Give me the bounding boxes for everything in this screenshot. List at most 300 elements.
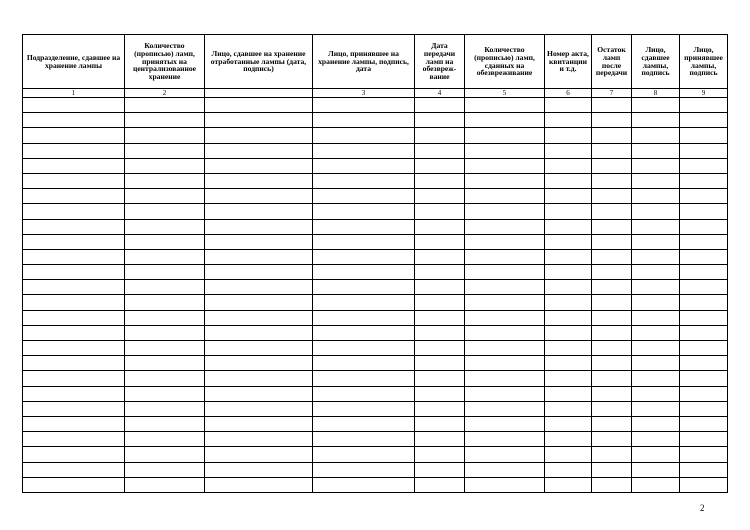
table-cell[interactable] bbox=[592, 113, 632, 128]
table-cell[interactable] bbox=[592, 325, 632, 340]
table-cell[interactable] bbox=[313, 371, 415, 386]
table-cell[interactable] bbox=[313, 265, 415, 280]
table-row bbox=[23, 477, 728, 492]
col-header-department: Подразделение, сдавшее на хранение лампы bbox=[23, 35, 125, 89]
table-cell[interactable] bbox=[680, 113, 728, 128]
table-row bbox=[23, 128, 728, 143]
table-cell[interactable] bbox=[680, 401, 728, 416]
table-cell[interactable] bbox=[465, 204, 545, 219]
table-cell[interactable] bbox=[592, 234, 632, 249]
table-cell[interactable] bbox=[592, 386, 632, 401]
table-row bbox=[23, 341, 728, 356]
table-cell[interactable] bbox=[205, 310, 313, 325]
table-cell[interactable] bbox=[592, 219, 632, 234]
table-row bbox=[23, 189, 728, 204]
table-cell[interactable] bbox=[465, 189, 545, 204]
column-number: 3 bbox=[313, 89, 415, 98]
table-row bbox=[23, 280, 728, 295]
table-cell[interactable] bbox=[205, 432, 313, 447]
table-cell[interactable] bbox=[592, 416, 632, 431]
table-cell[interactable] bbox=[680, 310, 728, 325]
table-cell[interactable] bbox=[632, 477, 680, 492]
table-cell[interactable] bbox=[592, 280, 632, 295]
table-cell[interactable] bbox=[313, 356, 415, 371]
table-cell[interactable] bbox=[313, 113, 415, 128]
table-cell[interactable] bbox=[313, 249, 415, 264]
table-cell[interactable] bbox=[545, 295, 592, 310]
table-cell[interactable] bbox=[415, 280, 465, 295]
table-cell[interactable] bbox=[545, 128, 592, 143]
table-cell[interactable] bbox=[313, 143, 415, 158]
table-cell[interactable] bbox=[205, 189, 313, 204]
table-cell[interactable] bbox=[415, 204, 465, 219]
table-cell[interactable] bbox=[632, 219, 680, 234]
table-cell[interactable] bbox=[23, 386, 125, 401]
col-header-qty-received: Количество (прописью) ламп, принятых на централизованное хранение bbox=[125, 35, 205, 89]
table-cell[interactable] bbox=[125, 310, 205, 325]
table-cell[interactable] bbox=[125, 341, 205, 356]
table-cell[interactable] bbox=[680, 416, 728, 431]
table-row bbox=[23, 98, 728, 113]
table-cell[interactable] bbox=[632, 462, 680, 477]
table-cell[interactable] bbox=[23, 310, 125, 325]
table-cell[interactable] bbox=[205, 386, 313, 401]
table-cell[interactable] bbox=[465, 143, 545, 158]
table-cell[interactable] bbox=[545, 158, 592, 173]
table-cell[interactable] bbox=[465, 249, 545, 264]
table-cell[interactable] bbox=[415, 173, 465, 188]
table-cell[interactable] bbox=[125, 265, 205, 280]
table-cell[interactable] bbox=[465, 416, 545, 431]
table-cell[interactable] bbox=[313, 295, 415, 310]
table-cell[interactable] bbox=[125, 219, 205, 234]
table-cell[interactable] bbox=[680, 280, 728, 295]
table-cell[interactable] bbox=[125, 204, 205, 219]
table-cell[interactable] bbox=[465, 173, 545, 188]
table-cell[interactable] bbox=[415, 219, 465, 234]
table-cell[interactable] bbox=[632, 113, 680, 128]
table-cell[interactable] bbox=[415, 356, 465, 371]
table-cell[interactable] bbox=[23, 189, 125, 204]
table-cell[interactable] bbox=[680, 371, 728, 386]
column-number: 5 bbox=[465, 89, 545, 98]
table-cell[interactable] bbox=[465, 386, 545, 401]
table-cell[interactable] bbox=[23, 98, 125, 113]
table-cell[interactable] bbox=[205, 249, 313, 264]
table-cell[interactable] bbox=[23, 356, 125, 371]
table-cell[interactable] bbox=[313, 280, 415, 295]
table-cell[interactable] bbox=[415, 265, 465, 280]
table-cell[interactable] bbox=[313, 98, 415, 113]
col-header-act-number: Номер акта, квитанции и т.д. bbox=[545, 35, 592, 89]
table-cell[interactable] bbox=[205, 234, 313, 249]
table-cell[interactable] bbox=[632, 310, 680, 325]
col-header-person-took: Лицо, принявшее лампы, подпись bbox=[680, 35, 728, 89]
table-cell[interactable] bbox=[592, 98, 632, 113]
table-cell[interactable] bbox=[313, 219, 415, 234]
table-cell[interactable] bbox=[125, 295, 205, 310]
table-cell[interactable] bbox=[592, 189, 632, 204]
table-cell[interactable] bbox=[545, 189, 592, 204]
table-row bbox=[23, 432, 728, 447]
table-cell[interactable] bbox=[545, 113, 592, 128]
table-cell[interactable] bbox=[680, 432, 728, 447]
table-cell[interactable] bbox=[125, 401, 205, 416]
table-cell[interactable] bbox=[313, 386, 415, 401]
table-cell[interactable] bbox=[125, 325, 205, 340]
table-cell[interactable] bbox=[23, 462, 125, 477]
table-cell[interactable] bbox=[545, 219, 592, 234]
table-row bbox=[23, 173, 728, 188]
table-row bbox=[23, 265, 728, 280]
table-cell[interactable] bbox=[545, 462, 592, 477]
table-cell[interactable] bbox=[23, 173, 125, 188]
table-cell[interactable] bbox=[125, 416, 205, 431]
table-cell[interactable] bbox=[415, 143, 465, 158]
table-cell[interactable] bbox=[545, 356, 592, 371]
table-cell[interactable] bbox=[632, 356, 680, 371]
table-cell[interactable] bbox=[465, 371, 545, 386]
table-cell[interactable] bbox=[465, 295, 545, 310]
column-number: 2 bbox=[125, 89, 205, 98]
table-cell[interactable] bbox=[313, 189, 415, 204]
table-cell[interactable] bbox=[313, 173, 415, 188]
table-cell[interactable] bbox=[313, 158, 415, 173]
table-cell[interactable] bbox=[205, 265, 313, 280]
table-cell[interactable] bbox=[545, 98, 592, 113]
table-cell[interactable] bbox=[313, 128, 415, 143]
table-cell[interactable] bbox=[465, 219, 545, 234]
col-header-person-accepted: Лицо, принявшее на хранение лампы, подпись, дата bbox=[313, 35, 415, 89]
table-cell[interactable] bbox=[592, 295, 632, 310]
table-cell[interactable] bbox=[592, 158, 632, 173]
table-row bbox=[23, 325, 728, 340]
table-cell[interactable] bbox=[205, 158, 313, 173]
table-cell[interactable] bbox=[465, 113, 545, 128]
table-cell[interactable] bbox=[23, 325, 125, 340]
table-cell[interactable] bbox=[592, 249, 632, 264]
table-cell[interactable] bbox=[545, 432, 592, 447]
table-row bbox=[23, 401, 728, 416]
table-row bbox=[23, 371, 728, 386]
table-cell[interactable] bbox=[680, 128, 728, 143]
column-number: 7 bbox=[592, 89, 632, 98]
table-cell[interactable] bbox=[465, 462, 545, 477]
table-cell[interactable] bbox=[680, 341, 728, 356]
table-cell[interactable] bbox=[680, 204, 728, 219]
table-cell[interactable] bbox=[125, 371, 205, 386]
table-cell[interactable] bbox=[632, 341, 680, 356]
table-cell[interactable] bbox=[205, 447, 313, 462]
header-row bbox=[23, 35, 728, 89]
table-cell[interactable] bbox=[313, 462, 415, 477]
table-cell[interactable] bbox=[632, 189, 680, 204]
table-cell[interactable] bbox=[23, 234, 125, 249]
table-cell[interactable] bbox=[632, 280, 680, 295]
table-cell[interactable] bbox=[632, 401, 680, 416]
column-number: 9 bbox=[680, 89, 728, 98]
table-cell[interactable] bbox=[415, 113, 465, 128]
column-number: 4 bbox=[415, 89, 465, 98]
table-cell[interactable] bbox=[313, 310, 415, 325]
col-header-person-submitted: Лицо, сдавшее на хранение отработанные лампы (дата, подпись) bbox=[205, 35, 313, 89]
table-cell[interactable] bbox=[592, 371, 632, 386]
table-cell[interactable] bbox=[415, 295, 465, 310]
table-cell[interactable] bbox=[632, 143, 680, 158]
table-cell[interactable] bbox=[680, 295, 728, 310]
table-cell[interactable] bbox=[205, 113, 313, 128]
table-cell[interactable] bbox=[415, 401, 465, 416]
table-cell[interactable] bbox=[632, 325, 680, 340]
table-cell[interactable] bbox=[465, 325, 545, 340]
table-cell[interactable] bbox=[545, 341, 592, 356]
table-cell[interactable] bbox=[23, 204, 125, 219]
table-row bbox=[23, 234, 728, 249]
table-cell[interactable] bbox=[313, 447, 415, 462]
col-header-remaining: Остаток ламп после передачи bbox=[592, 35, 632, 89]
table-cell[interactable] bbox=[465, 432, 545, 447]
table-cell[interactable] bbox=[415, 189, 465, 204]
table-cell[interactable] bbox=[415, 462, 465, 477]
lamp-log-table bbox=[22, 34, 728, 493]
table-cell[interactable] bbox=[23, 416, 125, 431]
table-cell[interactable] bbox=[680, 386, 728, 401]
table-cell[interactable] bbox=[632, 416, 680, 431]
table-cell[interactable] bbox=[592, 356, 632, 371]
table-cell[interactable] bbox=[632, 204, 680, 219]
table-cell[interactable] bbox=[125, 234, 205, 249]
table-cell[interactable] bbox=[125, 128, 205, 143]
table-cell[interactable] bbox=[680, 219, 728, 234]
table-cell[interactable] bbox=[632, 265, 680, 280]
table-cell[interactable] bbox=[545, 249, 592, 264]
table-cell[interactable] bbox=[313, 234, 415, 249]
table-cell[interactable] bbox=[205, 280, 313, 295]
table-cell[interactable] bbox=[545, 401, 592, 416]
table-cell[interactable] bbox=[23, 280, 125, 295]
table-cell[interactable] bbox=[680, 189, 728, 204]
table-cell[interactable] bbox=[23, 447, 125, 462]
table-cell[interactable] bbox=[592, 143, 632, 158]
table-cell[interactable] bbox=[632, 173, 680, 188]
column-number: 1 bbox=[23, 89, 125, 98]
table-cell[interactable] bbox=[313, 325, 415, 340]
table-cell[interactable] bbox=[680, 173, 728, 188]
table-cell[interactable] bbox=[592, 310, 632, 325]
table-cell[interactable] bbox=[545, 447, 592, 462]
table-row bbox=[23, 158, 728, 173]
table-cell[interactable] bbox=[592, 477, 632, 492]
table-cell[interactable] bbox=[205, 462, 313, 477]
table-row bbox=[23, 462, 728, 477]
table-cell[interactable] bbox=[205, 416, 313, 431]
table-cell[interactable] bbox=[125, 386, 205, 401]
table-cell[interactable] bbox=[125, 447, 205, 462]
table-cell[interactable] bbox=[23, 295, 125, 310]
table-cell[interactable] bbox=[23, 158, 125, 173]
table-cell[interactable] bbox=[415, 325, 465, 340]
table-cell[interactable] bbox=[205, 295, 313, 310]
table-cell[interactable] bbox=[632, 447, 680, 462]
table-cell[interactable] bbox=[205, 143, 313, 158]
table-cell[interactable] bbox=[125, 158, 205, 173]
table-cell[interactable] bbox=[23, 219, 125, 234]
table-cell[interactable] bbox=[205, 98, 313, 113]
table-cell[interactable] bbox=[465, 265, 545, 280]
table-cell[interactable] bbox=[680, 265, 728, 280]
table-cell[interactable] bbox=[125, 462, 205, 477]
table-cell[interactable] bbox=[313, 401, 415, 416]
table-cell[interactable] bbox=[592, 341, 632, 356]
table-cell[interactable] bbox=[125, 477, 205, 492]
table-cell[interactable] bbox=[632, 128, 680, 143]
table-cell[interactable] bbox=[205, 371, 313, 386]
table-cell[interactable] bbox=[205, 204, 313, 219]
page-number: 2 bbox=[700, 503, 705, 513]
table-cell[interactable] bbox=[465, 280, 545, 295]
table-row bbox=[23, 219, 728, 234]
table-cell[interactable] bbox=[545, 416, 592, 431]
table-cell[interactable] bbox=[205, 477, 313, 492]
table-cell[interactable] bbox=[415, 416, 465, 431]
table-row bbox=[23, 356, 728, 371]
table-cell[interactable] bbox=[680, 477, 728, 492]
table-cell[interactable] bbox=[415, 447, 465, 462]
table-cell[interactable] bbox=[465, 310, 545, 325]
table-cell[interactable] bbox=[313, 432, 415, 447]
table-cell[interactable] bbox=[23, 432, 125, 447]
table-cell[interactable] bbox=[592, 128, 632, 143]
table-cell[interactable] bbox=[592, 447, 632, 462]
table-cell[interactable] bbox=[680, 143, 728, 158]
table-cell[interactable] bbox=[545, 310, 592, 325]
table-cell[interactable] bbox=[680, 356, 728, 371]
table-cell[interactable] bbox=[545, 477, 592, 492]
table-cell[interactable] bbox=[545, 173, 592, 188]
table-cell[interactable] bbox=[23, 128, 125, 143]
table-cell[interactable] bbox=[125, 98, 205, 113]
table-cell[interactable] bbox=[632, 98, 680, 113]
column-number: 6 bbox=[545, 89, 592, 98]
table-cell[interactable] bbox=[465, 234, 545, 249]
table-cell[interactable] bbox=[465, 128, 545, 143]
table-cell[interactable] bbox=[545, 325, 592, 340]
table-cell[interactable] bbox=[415, 386, 465, 401]
table-row bbox=[23, 113, 728, 128]
table-cell[interactable] bbox=[545, 371, 592, 386]
table-cell[interactable] bbox=[415, 249, 465, 264]
table-cell[interactable] bbox=[23, 477, 125, 492]
table-cell[interactable] bbox=[465, 98, 545, 113]
table-cell[interactable] bbox=[205, 341, 313, 356]
table-cell[interactable] bbox=[592, 432, 632, 447]
table-cell[interactable] bbox=[313, 204, 415, 219]
table-cell[interactable] bbox=[23, 401, 125, 416]
table-cell[interactable] bbox=[205, 325, 313, 340]
table-cell[interactable] bbox=[592, 204, 632, 219]
table-cell[interactable] bbox=[415, 234, 465, 249]
table-cell[interactable] bbox=[592, 401, 632, 416]
table-cell[interactable] bbox=[632, 158, 680, 173]
table-cell[interactable] bbox=[23, 143, 125, 158]
table-cell[interactable] bbox=[632, 234, 680, 249]
table-cell[interactable] bbox=[23, 113, 125, 128]
table-cell[interactable] bbox=[465, 158, 545, 173]
table-cell[interactable] bbox=[205, 219, 313, 234]
table-cell[interactable] bbox=[680, 158, 728, 173]
table-cell[interactable] bbox=[632, 371, 680, 386]
table-cell[interactable] bbox=[592, 265, 632, 280]
column-number: 8 bbox=[632, 89, 680, 98]
table-cell[interactable] bbox=[680, 325, 728, 340]
table-cell[interactable] bbox=[125, 189, 205, 204]
table-cell[interactable] bbox=[465, 477, 545, 492]
table-cell[interactable] bbox=[680, 249, 728, 264]
table-cell[interactable] bbox=[465, 341, 545, 356]
table-cell[interactable] bbox=[465, 356, 545, 371]
table-cell[interactable] bbox=[632, 386, 680, 401]
table-cell[interactable] bbox=[125, 356, 205, 371]
table-cell[interactable] bbox=[415, 98, 465, 113]
col-header-transfer-date: Дата передачи ламп на обезвреж- вание bbox=[415, 35, 465, 89]
table-cell[interactable] bbox=[415, 432, 465, 447]
table-cell[interactable] bbox=[205, 356, 313, 371]
table-cell[interactable] bbox=[465, 447, 545, 462]
table-cell[interactable] bbox=[125, 432, 205, 447]
table-cell[interactable] bbox=[313, 416, 415, 431]
table-cell[interactable] bbox=[680, 234, 728, 249]
table-cell[interactable] bbox=[205, 128, 313, 143]
table-cell[interactable] bbox=[632, 249, 680, 264]
table-cell[interactable] bbox=[125, 280, 205, 295]
table-cell[interactable] bbox=[545, 280, 592, 295]
table-cell[interactable] bbox=[125, 143, 205, 158]
table-cell[interactable] bbox=[415, 341, 465, 356]
table-cell[interactable] bbox=[23, 265, 125, 280]
table-cell[interactable] bbox=[680, 98, 728, 113]
table-cell[interactable] bbox=[545, 386, 592, 401]
table-cell[interactable] bbox=[545, 143, 592, 158]
table-cell[interactable] bbox=[592, 173, 632, 188]
table-cell[interactable] bbox=[545, 234, 592, 249]
table-cell[interactable] bbox=[23, 371, 125, 386]
col-header-person-handed: Лицо, сдавшее лампы, подпись bbox=[632, 35, 680, 89]
table-cell[interactable] bbox=[545, 204, 592, 219]
table-cell[interactable] bbox=[465, 401, 545, 416]
table-cell[interactable] bbox=[545, 265, 592, 280]
table-cell[interactable] bbox=[125, 173, 205, 188]
table-cell[interactable] bbox=[680, 462, 728, 477]
table-cell[interactable] bbox=[592, 462, 632, 477]
table-cell[interactable] bbox=[125, 113, 205, 128]
table-cell[interactable] bbox=[415, 158, 465, 173]
table-cell[interactable] bbox=[23, 249, 125, 264]
table-cell[interactable] bbox=[415, 310, 465, 325]
table-cell[interactable] bbox=[632, 432, 680, 447]
table-cell[interactable] bbox=[205, 401, 313, 416]
table-cell[interactable] bbox=[205, 173, 313, 188]
table-cell[interactable] bbox=[632, 295, 680, 310]
table-cell[interactable] bbox=[23, 341, 125, 356]
table-cell[interactable] bbox=[415, 371, 465, 386]
table-cell[interactable] bbox=[125, 249, 205, 264]
table-row bbox=[23, 416, 728, 431]
table-cell[interactable] bbox=[313, 477, 415, 492]
table-cell[interactable] bbox=[415, 128, 465, 143]
table-cell[interactable] bbox=[313, 341, 415, 356]
table-cell[interactable] bbox=[680, 447, 728, 462]
table-cell[interactable] bbox=[415, 477, 465, 492]
